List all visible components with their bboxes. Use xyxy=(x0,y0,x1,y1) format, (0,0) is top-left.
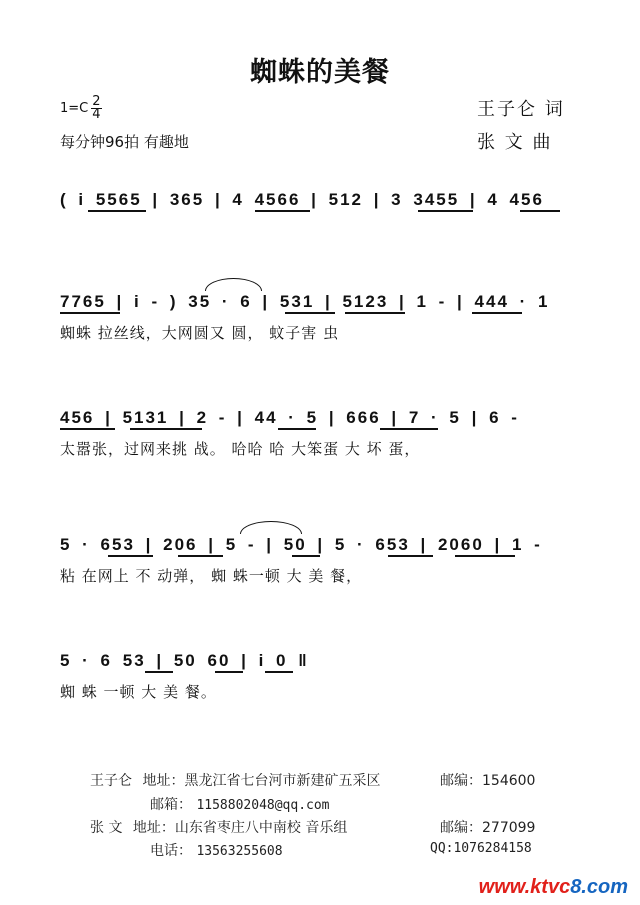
key-signature xyxy=(60,96,102,121)
lyrics: 蜘 蛛 一顿 大 美 餐。 xyxy=(60,683,217,701)
composer-credit: 张 文 曲 xyxy=(477,132,553,153)
beam xyxy=(388,555,433,557)
beam xyxy=(345,312,405,314)
notes: 456 | 5131 | 2 - | 44 · 5 | 666 | 7 · 5 | 6 - xyxy=(60,408,519,427)
beam xyxy=(215,671,243,673)
beam xyxy=(145,671,173,673)
contact-2-line-1 xyxy=(90,817,347,837)
contact-2-postcode: 邮编：277099 xyxy=(440,820,536,836)
notes: 7765 | i - ) 35 · 6 | 531 | 5123 | 1 - | 444 · 1 xyxy=(60,292,550,311)
lyrics: 太嚣张，过网来挑 战。 哈哈 哈 大笨蛋 大 坏 蛋， xyxy=(60,440,421,458)
lyrics: 粘 在网上 不 动弹， 蜘 蛛一顿 大 美 餐， xyxy=(60,567,363,585)
contact-1-line-2 xyxy=(150,794,330,814)
notes: 5 · 6 53 | 50 60 | i 0 ‖ xyxy=(60,651,309,670)
contact-2-phone-label: 电话： xyxy=(150,843,192,859)
contact-1-email: 1158802048@qq.com xyxy=(196,798,330,813)
contact-2-line-2 xyxy=(150,840,283,860)
lyrics: 蜘蛛 拉丝线，大网圆又 圆， 蚊子害 虫 xyxy=(60,324,340,342)
song-title: 蜘蛛的美餐 xyxy=(250,57,390,88)
notes: 5 · 653 | 206 | 5 - | 50 | 5 · 653 | 2060 | 1 - xyxy=(60,535,542,554)
notes: ( i 5565 | 365 | 4 4566 | 512 | 3 3455 | 4 456 xyxy=(60,190,544,209)
lyricist-credit: 王子仑 词 xyxy=(477,99,565,120)
key-label: 1=C xyxy=(60,101,89,116)
contact-1-name: 王子仑 xyxy=(90,773,132,789)
site-watermark xyxy=(479,876,628,899)
contact-2-name: 张 文 xyxy=(90,820,123,836)
contact-1-line-1 xyxy=(90,770,380,790)
contact-1-postcode: 邮编：154600 xyxy=(440,773,536,789)
beam xyxy=(255,210,310,212)
beam xyxy=(108,555,153,557)
beam xyxy=(292,555,320,557)
beam xyxy=(472,312,522,314)
beam xyxy=(60,312,120,314)
beam xyxy=(130,428,202,430)
beam xyxy=(278,428,316,430)
beam xyxy=(520,210,560,212)
time-top: 2 xyxy=(92,94,101,109)
time-signature xyxy=(91,96,101,121)
beam xyxy=(455,555,515,557)
contact-1-email-label: 邮箱： xyxy=(150,797,192,813)
time-bottom: 4 xyxy=(92,107,101,122)
beam xyxy=(88,210,146,212)
watermark-part-a: www.ktvc xyxy=(478,876,571,898)
beam xyxy=(178,555,223,557)
beam xyxy=(418,210,473,212)
beam xyxy=(60,428,115,430)
beam xyxy=(265,671,293,673)
contact-1-address: 地址：黑龙江省七台河市新建矿五采区 xyxy=(142,773,381,789)
contact-2-phone: 13563255608 xyxy=(196,844,283,859)
contact-2-address: 地址：山东省枣庄八中南校 音乐组 xyxy=(132,820,348,836)
slur xyxy=(205,278,262,291)
beam xyxy=(285,312,335,314)
beam xyxy=(380,428,438,430)
watermark-part-b: 8.com xyxy=(570,876,628,898)
contact-2-qq: QQ:1076284158 xyxy=(430,841,532,856)
tempo-marking: 每分钟96拍 有趣地 xyxy=(60,133,189,151)
slur xyxy=(240,521,302,534)
